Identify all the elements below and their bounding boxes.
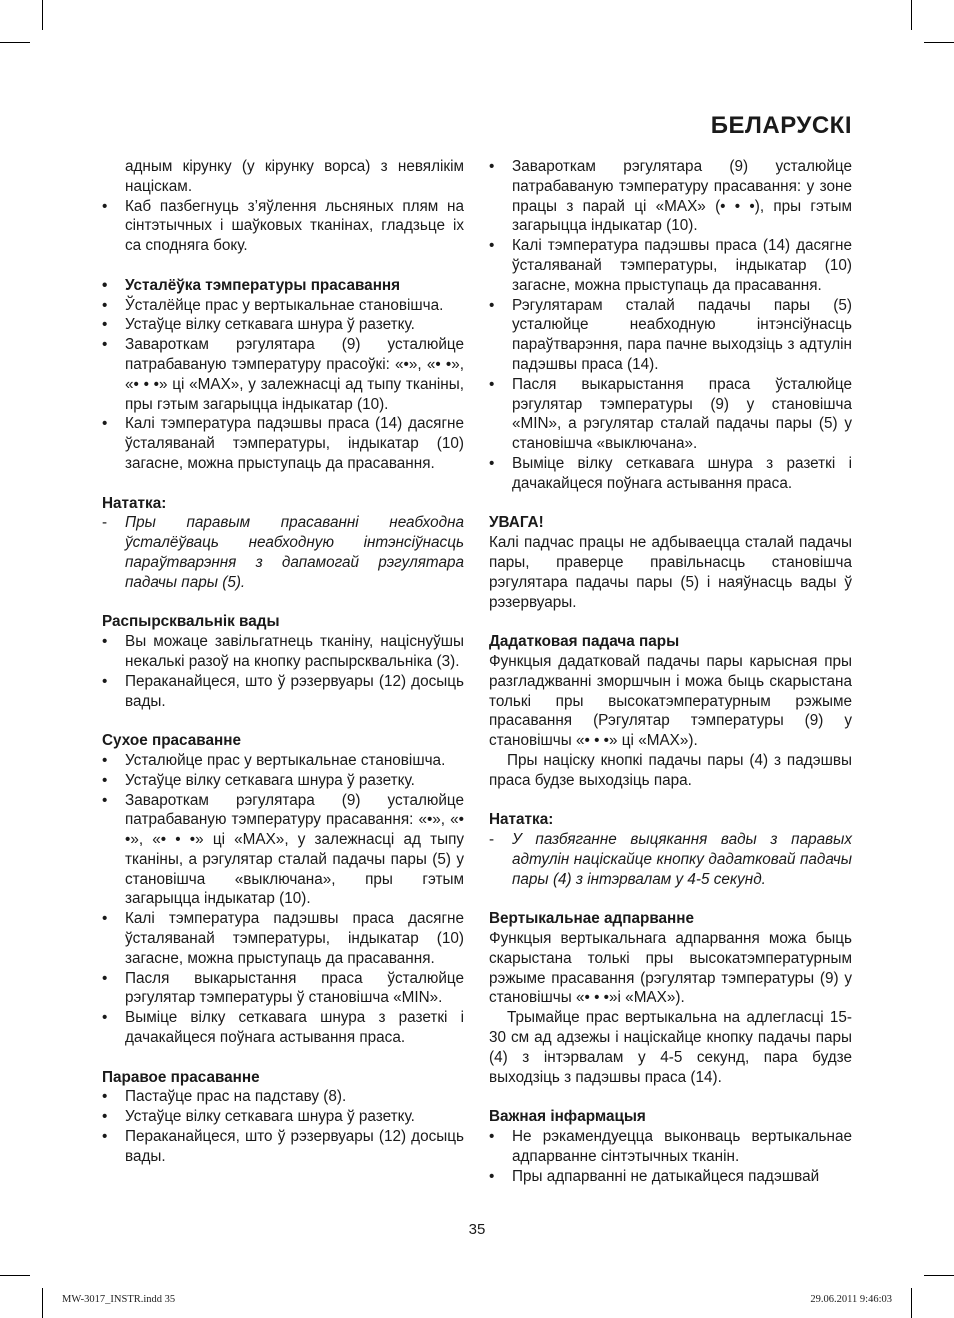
list-item: • Вы можаце завільгатнець тканіну, націснуўшы некалькі разоў на кнопку распырсквальніка (3). [102, 632, 464, 672]
list-item: • Пасля выкарыстання праса ўсталюйце рэгулятар тэмпературы (9) у становішча «MIN», а рэгулятар сталай падачы пары (5) у становішча «выключана». [489, 375, 852, 454]
temperature-list [102, 276, 464, 474]
list-item: • Пры адпарванні не датыкайцеся падэшвай [489, 1167, 852, 1187]
list-item: • Выміце вілку сеткавага шнура з разеткі і дачакайцеся поўнага астывання праса. [102, 1008, 464, 1048]
vertical-text-2: Трымайце прас вертыкальна на адлегласці 15-30 см ад адзежы і націскайце кнопку падачы пары (4) з інтэрвалам у 4-5 секунд, пара будзе выходзіць з падэшвы праса (14). [489, 1009, 852, 1086]
section-heading-note-2: Нататка: [489, 811, 554, 829]
crop-mark [42, 1288, 43, 1318]
extra-steam-text: Функцыя дадатковай падачы пары карысная пры разгладжванні зморшчын і можа быць скарыстана толькі пры высокатэмпературным рэжыме прасавання (Рэгулятар тэмпературы (9) у становішчы «• • •» ці «MAX»). [489, 652, 852, 750]
section-heading-vertical: Вертыкальнае адпарванне [489, 910, 695, 928]
crop-mark [42, 0, 43, 30]
list-item: • Каб пазбегнуць з’яўлення льсняных плям на сінтэтычных і шаўковых тканінах, гладзьце іх са сподняга боку. [102, 197, 464, 256]
list-item: • Калі тэмпература падэшвы праса (14) дасягне ўсталяванай тэмпературы, індыкатар (10) загасне, можна прыступаць да прасавання. [489, 236, 852, 295]
section-heading-warning: УВАГА! [489, 514, 544, 532]
section-heading-temperature: • Усталёўка тэмпературы прасавання [102, 276, 464, 296]
list-item: • Завароткам рэгулятара (9) усталюйце патрабаваную тэмпературу прасоўкі: «•», «• •», «• • •» ці «MAX», у залежнасці ад тыпу тканіны, пры гэтым загарыцца індыкатар (10). [102, 335, 464, 414]
list-item: • Ўсталёйце прас у вертыкальнае становішча. [102, 296, 464, 316]
left-column [102, 157, 464, 1167]
list-item: • Калі тэмпература падэшвы праса дасягне ўсталяванай тэмпературы, індыкатар (10) загасне, можна прыступаць да прасавання. [102, 909, 464, 968]
list-item: • Устаўце вілку сеткавага шнура ў разетку. [102, 315, 464, 335]
intro-paragraph: адным кірунку (у кірунку ворса) з невялікім націскам. [125, 158, 464, 195]
note-text: - Пры паравым прасаванні неабходна ўсталёўваць неабходную інтэнсіўнасць параўтварэння з дапамогай рэгулятара падачы пары (5). [102, 513, 464, 592]
list-item: • Рэгулятарам сталай падачы пары (5) усталюйце неабходную інтэнсіўнасць параўтварэння, пара пачне выходзіць з адтулін падэшвы праса (14). [489, 296, 852, 375]
intro-list [102, 197, 464, 256]
list-item: • Калі тэмпература падэшвы праса (14) дасягне ўсталяванай тэмпературы, індыкатар (10) загасне, можна прыступаць да прасавання. [102, 414, 464, 473]
list-item: • Пераканайцеся, што ў рэзервуары (12) досыць вады. [102, 672, 464, 712]
list-item: • Пастаўце прас на падставу (8). [102, 1087, 464, 1107]
sprayer-list [102, 632, 464, 711]
list-item: • Пасля выкарыстання праса ўсталюйце рэгулятар тэмпературы ў становішча «MIN». [102, 969, 464, 1009]
warning-text: Калі падчас працы не адбываецца сталай падачы пары, праверце правільнасць становішча рэгулятара падачы пары (5) і наяўнасць вады ў рэзервуары. [489, 534, 852, 611]
crop-mark [0, 42, 30, 43]
crop-mark [924, 42, 954, 43]
section-heading-extra-steam: Дадатковая падача пары [489, 633, 680, 651]
section-heading-important: Важная інфармацыя [489, 1108, 646, 1126]
important-list [489, 1127, 852, 1186]
crop-mark [0, 1275, 30, 1276]
list-item: • Завароткам рэгулятара (9) усталюйце патрабаваную тэмпературу прасавання: «•», «• •», «• • •» ці «MAX», у залежнасці ад тыпу тканіны, а рэгулятар сталай падачы пары (5) у становішча «выключана», пры гэтым загарыцца індыкатар (10). [102, 791, 464, 910]
steam-continued-list [489, 157, 852, 494]
page-title: БЕЛАРУСКІ [710, 112, 852, 139]
note-text-2: - У пазбяганне выцякання вады з паравых адтулін націскайце кнопку дадатковай падачы пары (4) з інтэрвалам у 4-5 секунд. [489, 830, 852, 889]
list-item: • Не рэкамендуецца выконваць вертыкальнае адпарванне сінтэтычных тканін. [489, 1127, 852, 1167]
list-item: • Устаўце вілку сеткавага шнура ў разетку. [102, 1107, 464, 1127]
footer-file: MW-3017_INSTR.indd 35 [62, 1294, 176, 1305]
page-number: 35 [468, 1221, 486, 1238]
list-item: • Пераканайцеся, што ў рэзервуары (12) досыць вады. [102, 1127, 464, 1167]
steam-list [102, 1087, 464, 1166]
section-heading-dry: Сухое прасаванне [102, 732, 241, 750]
list-item: • Выміце вілку сеткавага шнура з разеткі і дачакайцеся поўнага астывання праса. [489, 454, 852, 494]
crop-mark [911, 0, 912, 30]
extra-steam-text-2: Пры націску кнопкі падачы пары (4) з падэшвы праса будзе выходзіць пара. [489, 751, 852, 789]
dry-list [102, 751, 464, 1048]
right-column [489, 157, 852, 1186]
list-item: • Усталюйце прас у вертыкальнае становішча. [102, 751, 464, 771]
crop-mark [911, 1288, 912, 1318]
section-heading-note: Нататка: [102, 494, 167, 512]
footer-datetime: 29.06.2011 9:46:03 [810, 1294, 892, 1305]
list-item: • Завароткам рэгулятара (9) усталюйце патрабаваную тэмпературу прасавання: у зоне працы з парай ці «MAX» (• • •), пры гэтым загарыцца індыкатар (10). [489, 157, 852, 236]
section-heading-sprayer: Распырсквальнік вады [102, 613, 280, 631]
section-heading-steam: Паравое прасаванне [102, 1068, 260, 1086]
list-item: • Устаўце вілку сеткавага шнура ў разетку. [102, 771, 464, 791]
vertical-text: Функцыя вертыкальнага адпарвання можа быць скарыстана толькі пры высокатэмпературным рэжыме прасавання (рэгулятар тэмпературы (9) у становішчы «• • •»і «MAX»). [489, 930, 852, 1007]
crop-mark [924, 1275, 954, 1276]
